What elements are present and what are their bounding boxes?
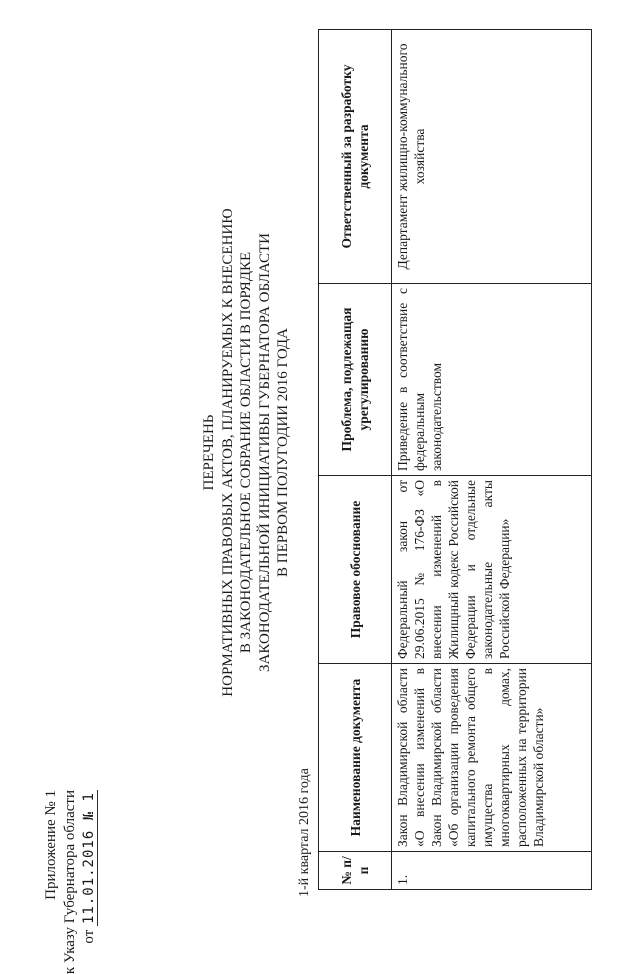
- header-responsible: Ответственный за разработку документа: [319, 30, 392, 284]
- appendix-header: [42, 790, 99, 974]
- title-line: НОРМАТИВНЫХ ПРАВОВЫХ АКТОВ, ПЛАНИРУЕМЫХ К ВНЕСЕНИЮ: [219, 208, 236, 697]
- table-row: [392, 30, 592, 890]
- acts-table: [318, 29, 592, 890]
- title-line: ПЕРЕЧЕНЬ: [201, 414, 217, 491]
- title-line: ЗАКОНОДАТЕЛЬНОЙ ИНИЦИАТИВЫ ГУБЕРНАТОРА ОБЛАСТИ: [256, 232, 273, 673]
- appendix-date: 11.01.2016 № 1: [81, 792, 97, 925]
- table-header-row: [319, 30, 392, 890]
- row-name: Закон Владимирской области «О внесении изменений в Закон Владимирской области «Об организации проведения капитального ремонта общего имущества в многоквартирных домах, расположенных на территории Владимирской области»: [392, 664, 592, 852]
- row-responsible: Департамент жилищно-коммунального хозяйства: [392, 30, 592, 284]
- header-name: Наименование документа: [319, 664, 392, 852]
- period-label: 1-й квартал 2016 года: [297, 768, 312, 897]
- appendix-decree-ref: к Указу Губернатора области: [62, 790, 78, 974]
- header-problem: Проблема, подлежащая урегулированию: [319, 284, 392, 476]
- appendix-date-prefix: от: [81, 929, 97, 944]
- document-title: [200, 0, 293, 905]
- title-line: В ЗАКОНОДАТЕЛЬНОЕ СОБРАНИЕ ОБЛАСТИ В ПОРЯДКЕ: [238, 251, 254, 654]
- header-basis: Правовое обоснование: [319, 476, 392, 664]
- row-basis: Федеральный закон от 29.06.2015 № 176-ФЗ «О внесении изменений в Жилищный кодекс Российской Федерации и отдельные законодательные акты Российской Федерации»: [392, 476, 592, 664]
- appendix-number: Приложение № 1: [43, 790, 59, 900]
- title-line: В ПЕРВОМ ПОЛУГОДИИ 2016 ГОДА: [275, 328, 291, 577]
- appendix-date-line: [80, 790, 99, 974]
- row-problem: Приведение в соответствие с федеральным законодательством: [392, 284, 592, 476]
- header-number: № п/п: [319, 852, 392, 890]
- row-number: 1.: [392, 852, 592, 890]
